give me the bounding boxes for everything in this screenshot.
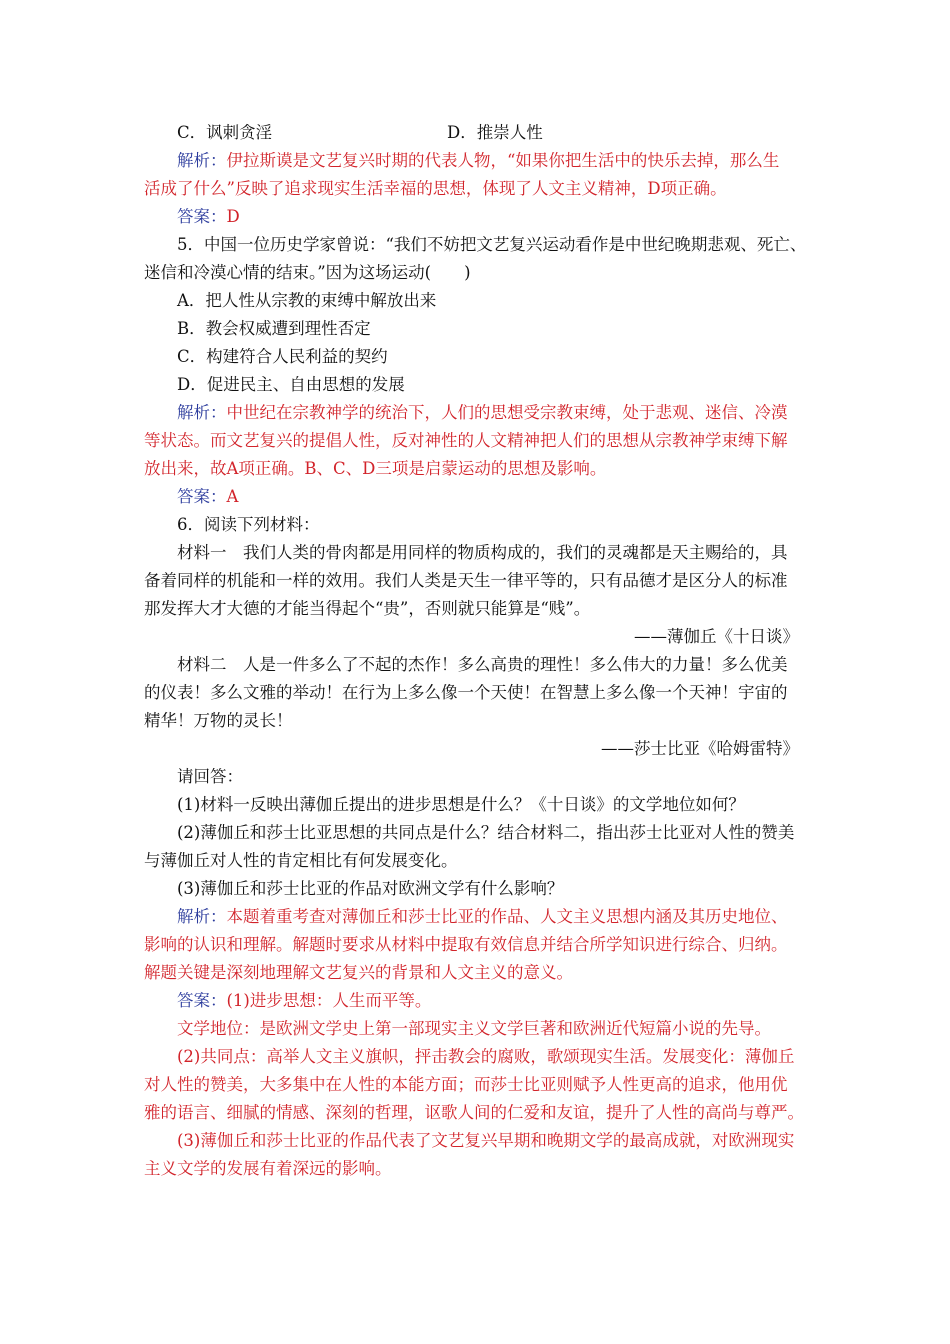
q4-answer-value: D [226,207,240,226]
q4-option-d: D．推崇人性 [447,123,543,142]
q5-analysis-text-1: 中世纪在宗教神学的统治下，人们的思想受宗教束缚，处于悲观、迷信、冷漠 [226,403,788,422]
q6-answer-1-text: (1)进步思想：人生而平等。 [226,991,432,1010]
q5-analysis-label: 解析： [177,403,227,422]
q4-options-row [144,119,809,147]
q4-analysis-line-1 [144,147,809,175]
q5-answer-value: A [226,487,239,506]
q6-analysis-line-1 [144,903,809,931]
q6-material-2-line-2: 的仪表！多么文雅的举动！在行为上多么像一个天使！在智慧上多么像一个天神！宇宙的 [144,683,788,702]
q4-analysis-label: 解析： [177,151,227,170]
q6-analysis-line-3: 解题关键是深刻地理解文艺复兴的背景和人文主义的意义。 [144,963,573,982]
q6-answer-1-status: 文学地位：是欧洲文学史上第一部现实主义文学巨著和欧洲近代短篇小说的先导。 [177,1019,771,1038]
q6-subquestion-3: (3)薄伽丘和莎士比亚的作品对欧洲文学有什么影响？ [177,879,564,898]
q5-answer-label: 答案： [177,487,227,506]
q6-answer-2-line-1: (2)共同点：高举人文主义旗帜，抨击教会的腐败，歌颂现实生活。发展变化：薄伽丘 [177,1047,795,1066]
q5-stem-line-1: 5．中国一位历史学家曾说：“我们不妨把文艺复兴运动看作是中世纪晚期悲观、死亡、 [177,235,807,254]
q6-answer-label: 答案： [177,991,227,1010]
q6-ask: 请回答： [177,767,243,786]
document-body [144,119,809,1183]
q4-answer [144,203,809,231]
q6-material-1-line-3: 那发挥大才大德的才能当得起个“贵”，否则就只能算是“贱”。 [144,599,591,618]
q6-material-2-source: ——莎士比亚《哈姆雷特》 [601,739,799,758]
q6-material-1-line-1: 材料一 我们人类的骨肉都是用同样的物质构成的，我们的灵魂都是天主赐给的，具 [177,543,788,562]
q6-material-1-line-2: 备着同样的机能和一样的效用。我们人类是天生一律平等的，只有品德才是区分人的标准 [144,571,788,590]
q5-option-b: B．教会权威遭到理性否定 [177,319,371,338]
q4-analysis-text-1: 伊拉斯谟是文艺复兴时期的代表人物，“如果你把生活中的快乐去掉，那么生 [226,151,780,170]
q6-analysis-label: 解析： [177,907,227,926]
q6-analysis-text-1: 本题着重考查对薄伽丘和莎士比亚的作品、人文主义思想内涵及其历史地位、 [226,907,788,926]
q5-option-d: D．促进民主、自由思想的发展 [177,375,405,394]
q5-analysis-line-3: 放出来，故A项正确。B、C、D三项是启蒙运动的思想及影响。 [144,459,607,478]
q6-material-2-line-3: 精华！万物的灵长！ [144,711,293,730]
q6-stem: 6．阅读下列材料： [177,515,320,534]
q5-analysis-line-2: 等状态。而文艺复兴的提倡人性，反对神性的人文精神把人们的思想从宗教神学束缚下解 [144,431,788,450]
q4-option-c: C．讽刺贪淫 [177,123,273,142]
q5-analysis-line-1 [144,399,809,427]
q6-answer-2-line-2: 对人性的赞美，大多集中在人性的本能方面；而莎士比亚则赋予人性更高的追求，他用优 [144,1075,788,1094]
q6-answer-3-line-1: (3)薄伽丘和莎士比亚的作品代表了文艺复兴早期和晚期文学的最高成就，对欧洲现实 [177,1131,795,1150]
q6-material-2-line-1: 材料二 人是一件多么了不起的杰作！多么高贵的理性！多么伟大的力量！多么优美 [177,655,788,674]
q6-subquestion-1: (1)材料一反映出薄伽丘提出的进步思想是什么？《十日谈》的文学地位如何？ [177,795,745,814]
q6-answer-3-line-2: 主义文学的发展有着深远的影响。 [144,1159,392,1178]
q5-stem-line-2: 迷信和冷漠心情的结束。”因为这场运动( ) [144,263,471,282]
q5-answer [144,483,809,511]
q6-subquestion-2-line-2: 与薄伽丘对人性的肯定相比有何发展变化。 [144,851,458,870]
q6-subquestion-2-line-1: (2)薄伽丘和莎士比亚思想的共同点是什么？结合材料二，指出莎士比亚对人性的赞美 [177,823,795,842]
q4-analysis-line-2: 活成了什么”反映了追求现实生活幸福的思想，体现了人文主义精神，D项正确。 [144,179,727,198]
q4-answer-label: 答案： [177,207,227,226]
q6-material-1-source: ——薄伽丘《十日谈》 [634,627,799,646]
q6-answer-1 [144,987,809,1015]
q5-option-c: C．构建符合人民利益的契约 [177,347,388,366]
q6-answer-2-line-3: 雅的语言、细腻的情感、深刻的哲理，讴歌人间的仁爱和友谊，提升了人性的高尚与尊严。 [144,1103,804,1122]
q6-analysis-line-2: 影响的认识和理解。解题时要求从材料中提取有效信息并结合所学知识进行综合、归纳。 [144,935,788,954]
q5-option-a: A．把人性从宗教的束缚中解放出来 [177,291,437,310]
